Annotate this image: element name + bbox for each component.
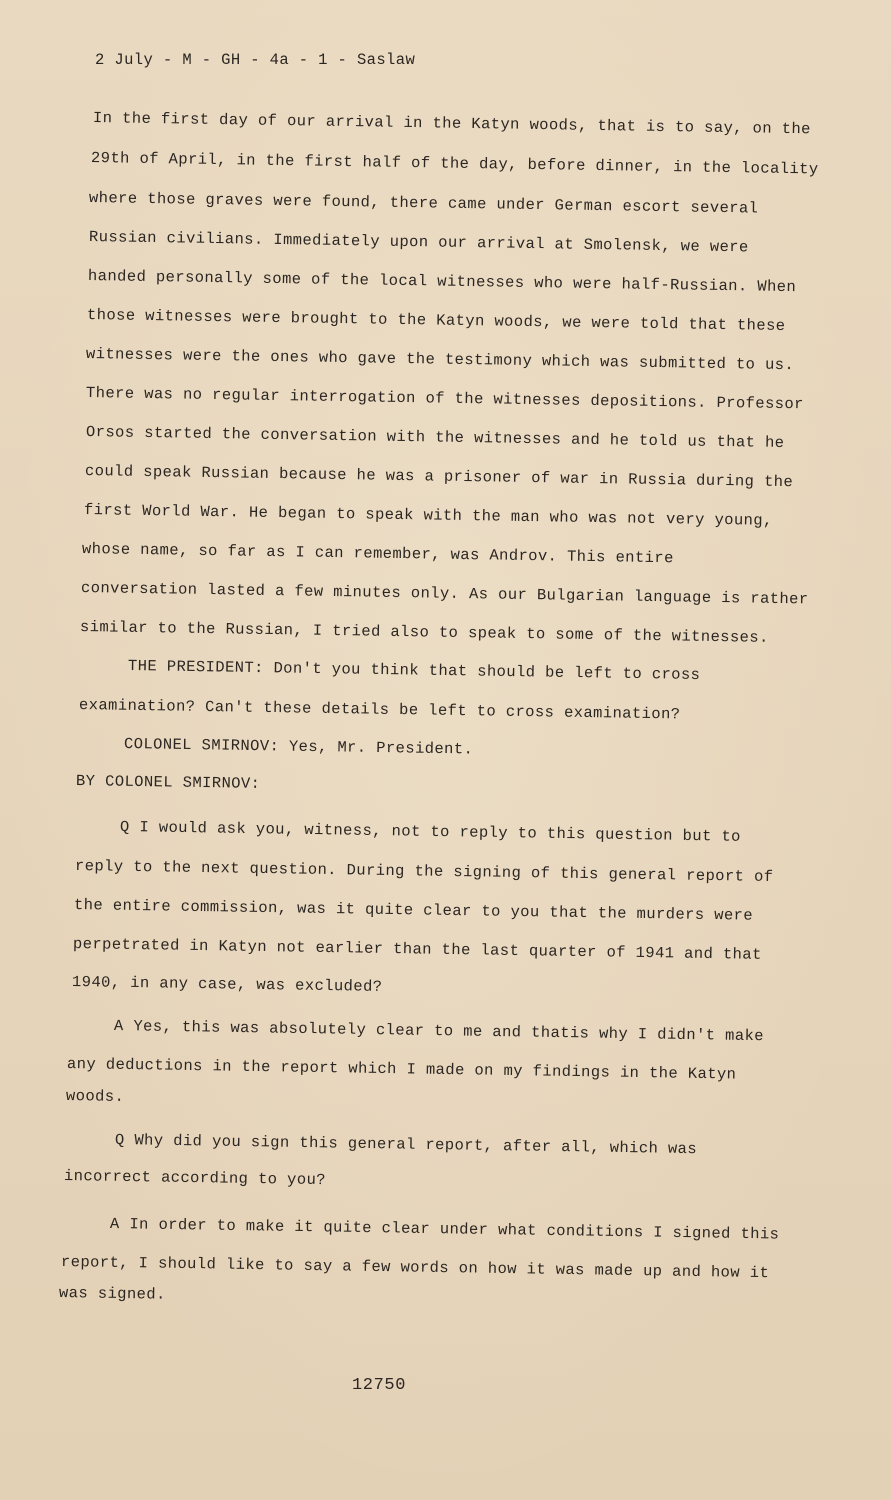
text-line-27: Q Why did you sign this general report, after all, which was bbox=[114, 1131, 698, 1159]
text-line-21: the entire commission, was it quite clear to you that the murders were bbox=[73, 896, 754, 925]
text-line-15: THE PRESIDENT: Don't you think that should be left to cross bbox=[127, 657, 701, 684]
page-number: 12750 bbox=[352, 1376, 407, 1395]
text-line-4: Russian civilians. Immediately upon our arrival at Smolensk, we were bbox=[88, 228, 749, 257]
text-line-3: where those graves were found, there came under German escort several bbox=[88, 189, 759, 218]
text-line-25: any deductions in the report which I made on my findings in the Katyn bbox=[66, 1055, 737, 1084]
text-line-5: handed personally some of the local witnesses who were half-Russian. When bbox=[87, 267, 797, 297]
text-line-29: A In order to make it quite clear under what conditions I signed this bbox=[109, 1215, 780, 1244]
text-line-11: first World War. He began to speak with the man who was not very young, bbox=[83, 501, 773, 530]
text-line-24: A Yes, this was absolutely clear to me and thatis why I didn't make bbox=[113, 1017, 765, 1046]
text-line-23: 1940, in any case, was excluded? bbox=[71, 973, 383, 996]
text-line-30: report, I should like to say a few words on how it was made up and how it bbox=[60, 1253, 770, 1283]
text-line-20: reply to the next question. During the signing of this general report of bbox=[74, 857, 774, 886]
text-line-22: perpetrated in Katyn not earlier than the last quarter of 1941 and that bbox=[72, 935, 762, 964]
text-line-31: was signed. bbox=[58, 1284, 166, 1304]
text-line-14: similar to the Russian, I tried also to speak to some of the witnesses. bbox=[79, 618, 769, 647]
text-line-10: could speak Russian because he was a prisoner of war in Russia during the bbox=[84, 462, 794, 492]
text-line-6: those witnesses were brought to the Katyn woods, we were told that these bbox=[86, 306, 786, 335]
text-line-28: incorrect according to you? bbox=[63, 1167, 327, 1190]
text-line-1: In the first day of our arrival in the Katyn woods, that is to say, on the bbox=[92, 109, 811, 139]
text-line-19: Q I would ask you, witness, not to reply to this question but to bbox=[119, 818, 741, 846]
text-line-2: 29th of April, in the first half of the day, before dinner, in the locality bbox=[90, 149, 819, 179]
text-line-12: whose name, so far as I can remember, was Androv. This entire bbox=[81, 540, 674, 568]
text-line-26: woods. bbox=[65, 1087, 125, 1106]
page-header: 2 July - M - GH - 4a - 1 - Saslaw bbox=[95, 51, 416, 69]
text-line-8: There was no regular interrogation of the witnesses depositions. Professor bbox=[85, 384, 804, 414]
text-line-7: witnesses were the ones who gave the testimony which was submitted to us. bbox=[85, 345, 795, 375]
text-line-18: BY COLONEL SMIRNOV: bbox=[75, 772, 261, 793]
text-line-9: Orsos started the conversation with the witnesses and he told us that he bbox=[85, 423, 785, 452]
text-line-16: examination? Can't these details be left to cross examination? bbox=[78, 696, 681, 724]
text-line-17: COLONEL SMIRNOV: Yes, Mr. President. bbox=[123, 735, 474, 759]
text-line-13: conversation lasted a few minutes only. As our Bulgarian language is rather bbox=[80, 579, 809, 609]
